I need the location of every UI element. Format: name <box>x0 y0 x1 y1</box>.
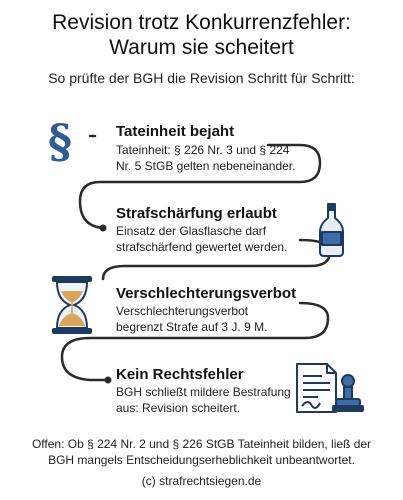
subtitle: So prüfte der BGH die Revision Schritt für Schritt: <box>48 70 355 86</box>
step-2-text-line-1: Einsatz der Glasflasche darf <box>116 224 267 238</box>
step-2-text-line-2: strafschärfend gewertet werden. <box>116 240 288 254</box>
svg-text:§: § <box>48 114 73 168</box>
step-4-text <box>116 384 291 416</box>
step-1-text-line-2: Nr. 5 StGB gelten nebeneinander. <box>116 159 296 173</box>
step-3-text <box>116 303 267 335</box>
flow-end-dot <box>105 377 112 384</box>
title-line-2: Warum sie scheitert <box>109 36 294 59</box>
footnote-line-2: BGH mangels Entscheidungserheblichkeit unbeantwortet. <box>48 453 355 467</box>
step-1-heading: Tateinheit bejaht <box>116 123 235 140</box>
step-3-text-line-1: Verschlechterungsverbot <box>116 304 249 318</box>
document-stamp-icon <box>297 364 363 412</box>
credit: (c) strafrechtsiegen.de <box>141 474 262 488</box>
step-2-text <box>116 223 287 255</box>
step-1-text <box>116 142 295 174</box>
footnote-line-1: Offen: Ob § 224 Nr. 2 und § 226 StGB Tateinheit bilden, ließ der <box>31 437 372 451</box>
step-2-heading: Strafschärfung erlaubt <box>116 205 277 222</box>
step-3-heading: Verschlechterungsverbot <box>116 285 297 302</box>
step-1-text-line-1: Tateinheit: § 226 Nr. 3 und § 224 <box>116 143 290 157</box>
footnote <box>12 436 391 468</box>
hourglass-icon <box>52 276 92 334</box>
step-4-text-line-1: BGH schließt mildere Bestrafung <box>116 385 291 399</box>
paragraph-icon <box>48 114 72 168</box>
step-3-text-line-2: begrenzt Strafe auf 3 J. 9 M. <box>116 320 268 334</box>
bottle-icon <box>320 204 343 256</box>
flow-start-dot <box>100 225 107 232</box>
step-4-text-line-2: aus: Revision scheitert. <box>116 401 241 415</box>
title-line-1: Revision trotz Konkurrenzfehler: <box>52 11 351 34</box>
step-4-heading: Kein Rechtsfehler <box>116 366 244 383</box>
